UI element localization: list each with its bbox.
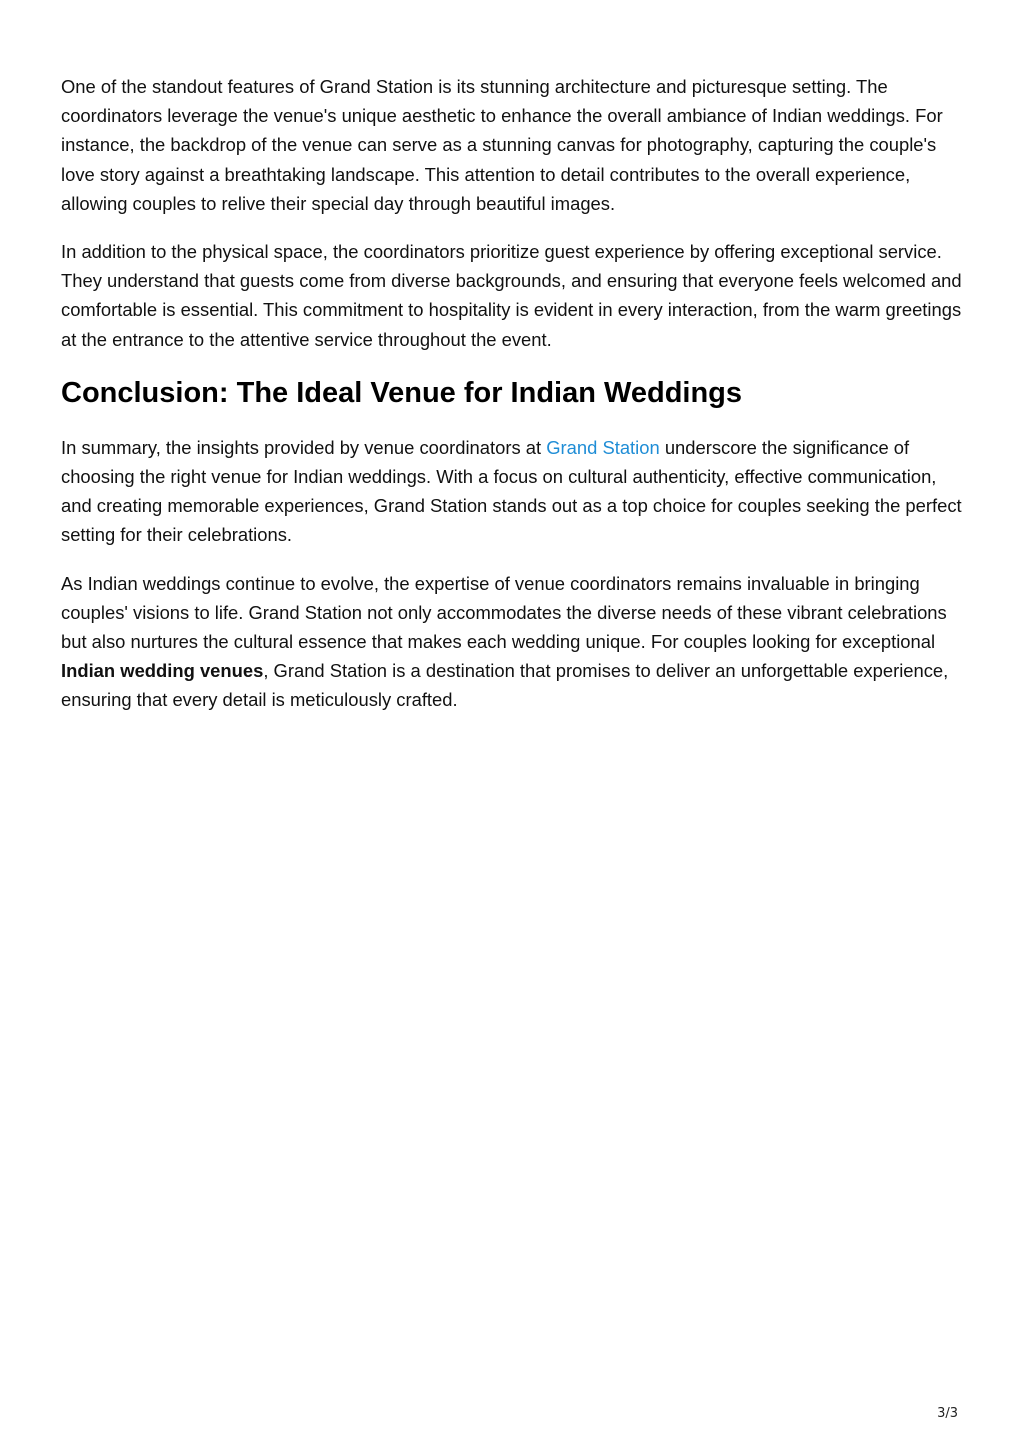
closing-text-start: As Indian weddings continue to evolve, the expertise of venue coordinators remains invaluable in bringing couples' visions to life. Grand Station not only accommodates the diverse needs of these vibrant celebrations but also nurtures the cultural essence that makes each wedding unique. For couples looking for exceptional [61, 572, 947, 653]
document-body [61, 72, 964, 734]
paragraph-guest-experience: In addition to the physical space, the coordinators prioritize guest experience by offering exceptional service. They understand that guests come from diverse backgrounds, and ensuring that everyone feels welcomed and comfortable is essential. This commitment to hospitality is evident in every interaction, from the warm greetings at the entrance to the attentive service throughout the event. [61, 241, 962, 350]
paragraph-architecture: One of the standout features of Grand Station is its stunning architecture and picturesque setting. The coordinators leverage the venue's unique aesthetic to enhance the overall ambiance of Indian weddings. For instance, the backdrop of the venue can serve as a stunning canvas for photography, capturing the couple's love story against a breathtaking landscape. This attention to detail contributes to the overall experience, allowing couples to relive their special day through beautiful images. [61, 76, 943, 214]
grand-station-link[interactable]: Grand Station [546, 436, 660, 458]
paragraph-summary [61, 433, 964, 550]
conclusion-heading: Conclusion: The Ideal Venue for Indian Weddings [61, 376, 743, 409]
paragraph-closing [61, 569, 964, 715]
page-number: 3/3 [937, 1406, 958, 1421]
summary-text-end: underscore the significance of choosing the right venue for Indian weddings. With a focus on cultural authenticity, effective communication, and creating memorable experiences, Grand Station stands out as a top choice for couples seeking the perfect setting for their celebrations. [61, 436, 962, 546]
indian-wedding-venues-bold: Indian wedding venues [61, 660, 264, 682]
summary-text-start: In summary, the insights provided by venue coordinators at [61, 436, 547, 458]
closing-text-end: , Grand Station is a destination that promises to deliver an unforgettable experience, ensuring that every detail is meticulously crafted. [61, 660, 949, 711]
